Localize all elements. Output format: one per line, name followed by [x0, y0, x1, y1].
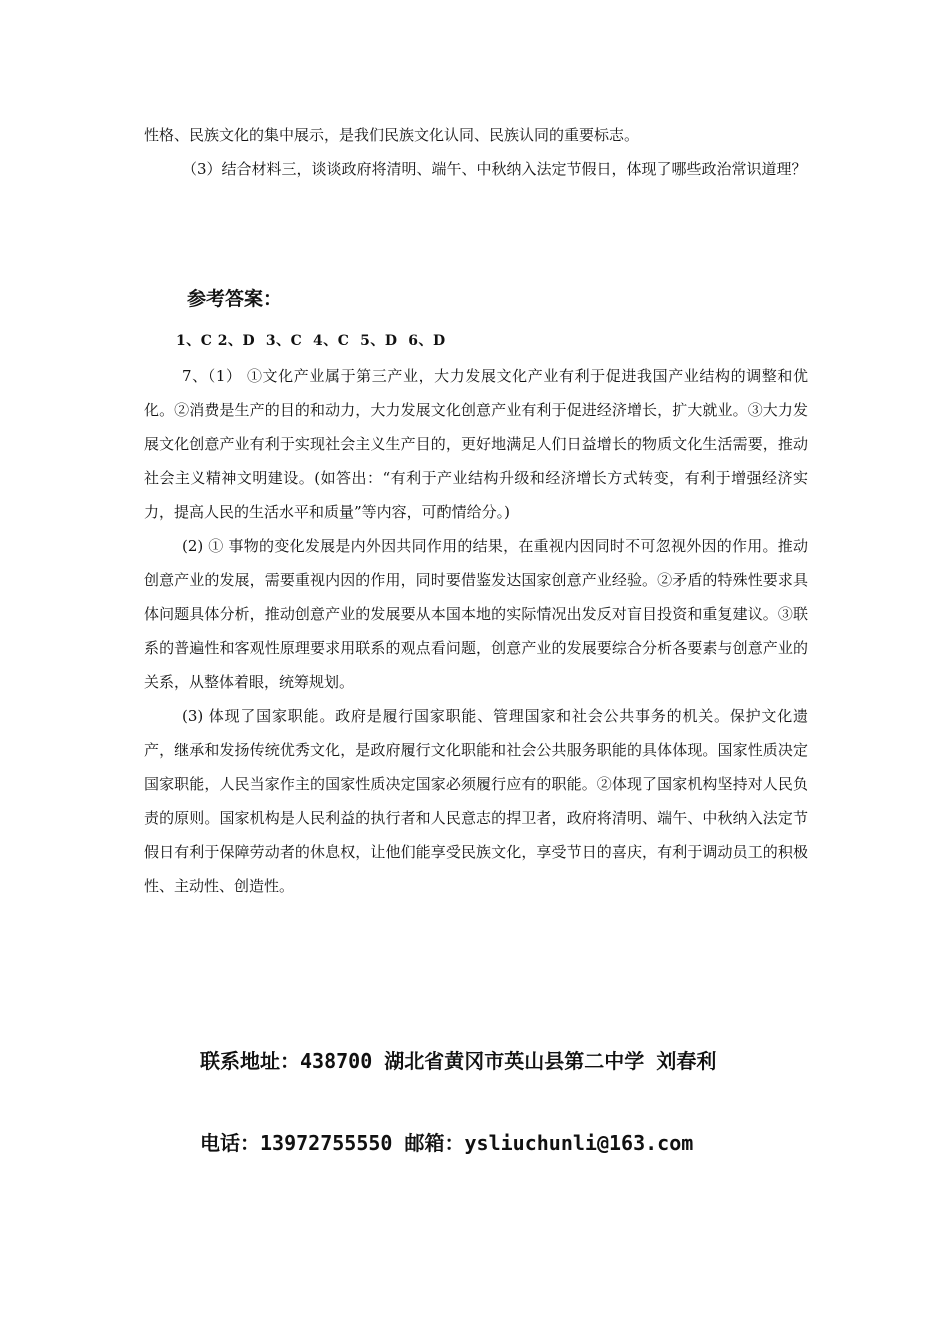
answers-heading: 参考答案： — [187, 288, 283, 310]
multiple-choice-answers: 1、C 2、D 3、C 4、C 5、D 6、D — [176, 333, 446, 349]
answer-7-part-3: (3) 体现了国家职能。政府是履行国家职能、管理国家和社会公共事务的机关。保护文化遗产，继承和发扬传统优秀文化，是政府履行文化职能和社会公共服务职能的具体体现。国家性质决定国家职能，人民当家作主的国家性质决定国家必须履行应有的职能。②体现了国家机构坚持对人民负责的原则。国家机构是人民利益的执行者和人民意志的捍卫者，政府将清明、端午、中秋纳入法定节假日有利于保障劳动者的休息权，让他们能享受民族文化，享受节日的喜庆，有利于调动员工的积极性、主动性、创造性。 — [144, 707, 808, 895]
question-line: 性格、民族文化的集中展示，是我们民族文化认同、民族认同的重要标志。 — [144, 126, 640, 144]
contact-phone-email: 电话：13972755550 邮箱：ysliuchunli@163.com — [200, 1131, 694, 1155]
question-continuation — [144, 118, 808, 186]
answer-7-part-1: 7、（1） ①文化产业属于第三产业，大力发展文化产业有利于促进我国产业结构的调整和优化。②消费是生产的目的和动力，大力发展文化创意产业有利于促进经济增长，扩大就业。③大力发展文化创意产业有利于实现社会主义生产目的，更好地满足人们日益增长的物质文化生活需要，推动社会主义精神文明建设。(如答出：“有利于产业结构升级和经济增长方式转变，有利于增强经济实力，提高人民的生活水平和质量”等内容，可酌情给分。) — [144, 367, 808, 521]
question-3: （3）结合材料三，谈谈政府将清明、端午、中秋纳入法定节假日，体现了哪些政治常识道理？ — [182, 160, 807, 178]
contact-address: 联系地址：438700 湖北省黄冈市英山县第二中学 刘春利 — [200, 1049, 717, 1073]
answer-7-part-2: (2) ① 事物的变化发展是内外因共同作用的结果，在重视内因同时不可忽视外因的作用。推动创意产业的发展，需要重视内因的作用，同时要借鉴发达国家创意产业经验。②矛盾的特殊性要求具体问题具体分析，推动创意产业的发展要从本国本地的实际情况出发反对盲目投资和重复建议。③联系的普遍性和客观性原理要求用联系的观点看问题，创意产业的发展要综合分析各要素与创意产业的关系，从整体着眼，统筹规划。 — [144, 537, 808, 691]
answer-7 — [144, 359, 808, 903]
